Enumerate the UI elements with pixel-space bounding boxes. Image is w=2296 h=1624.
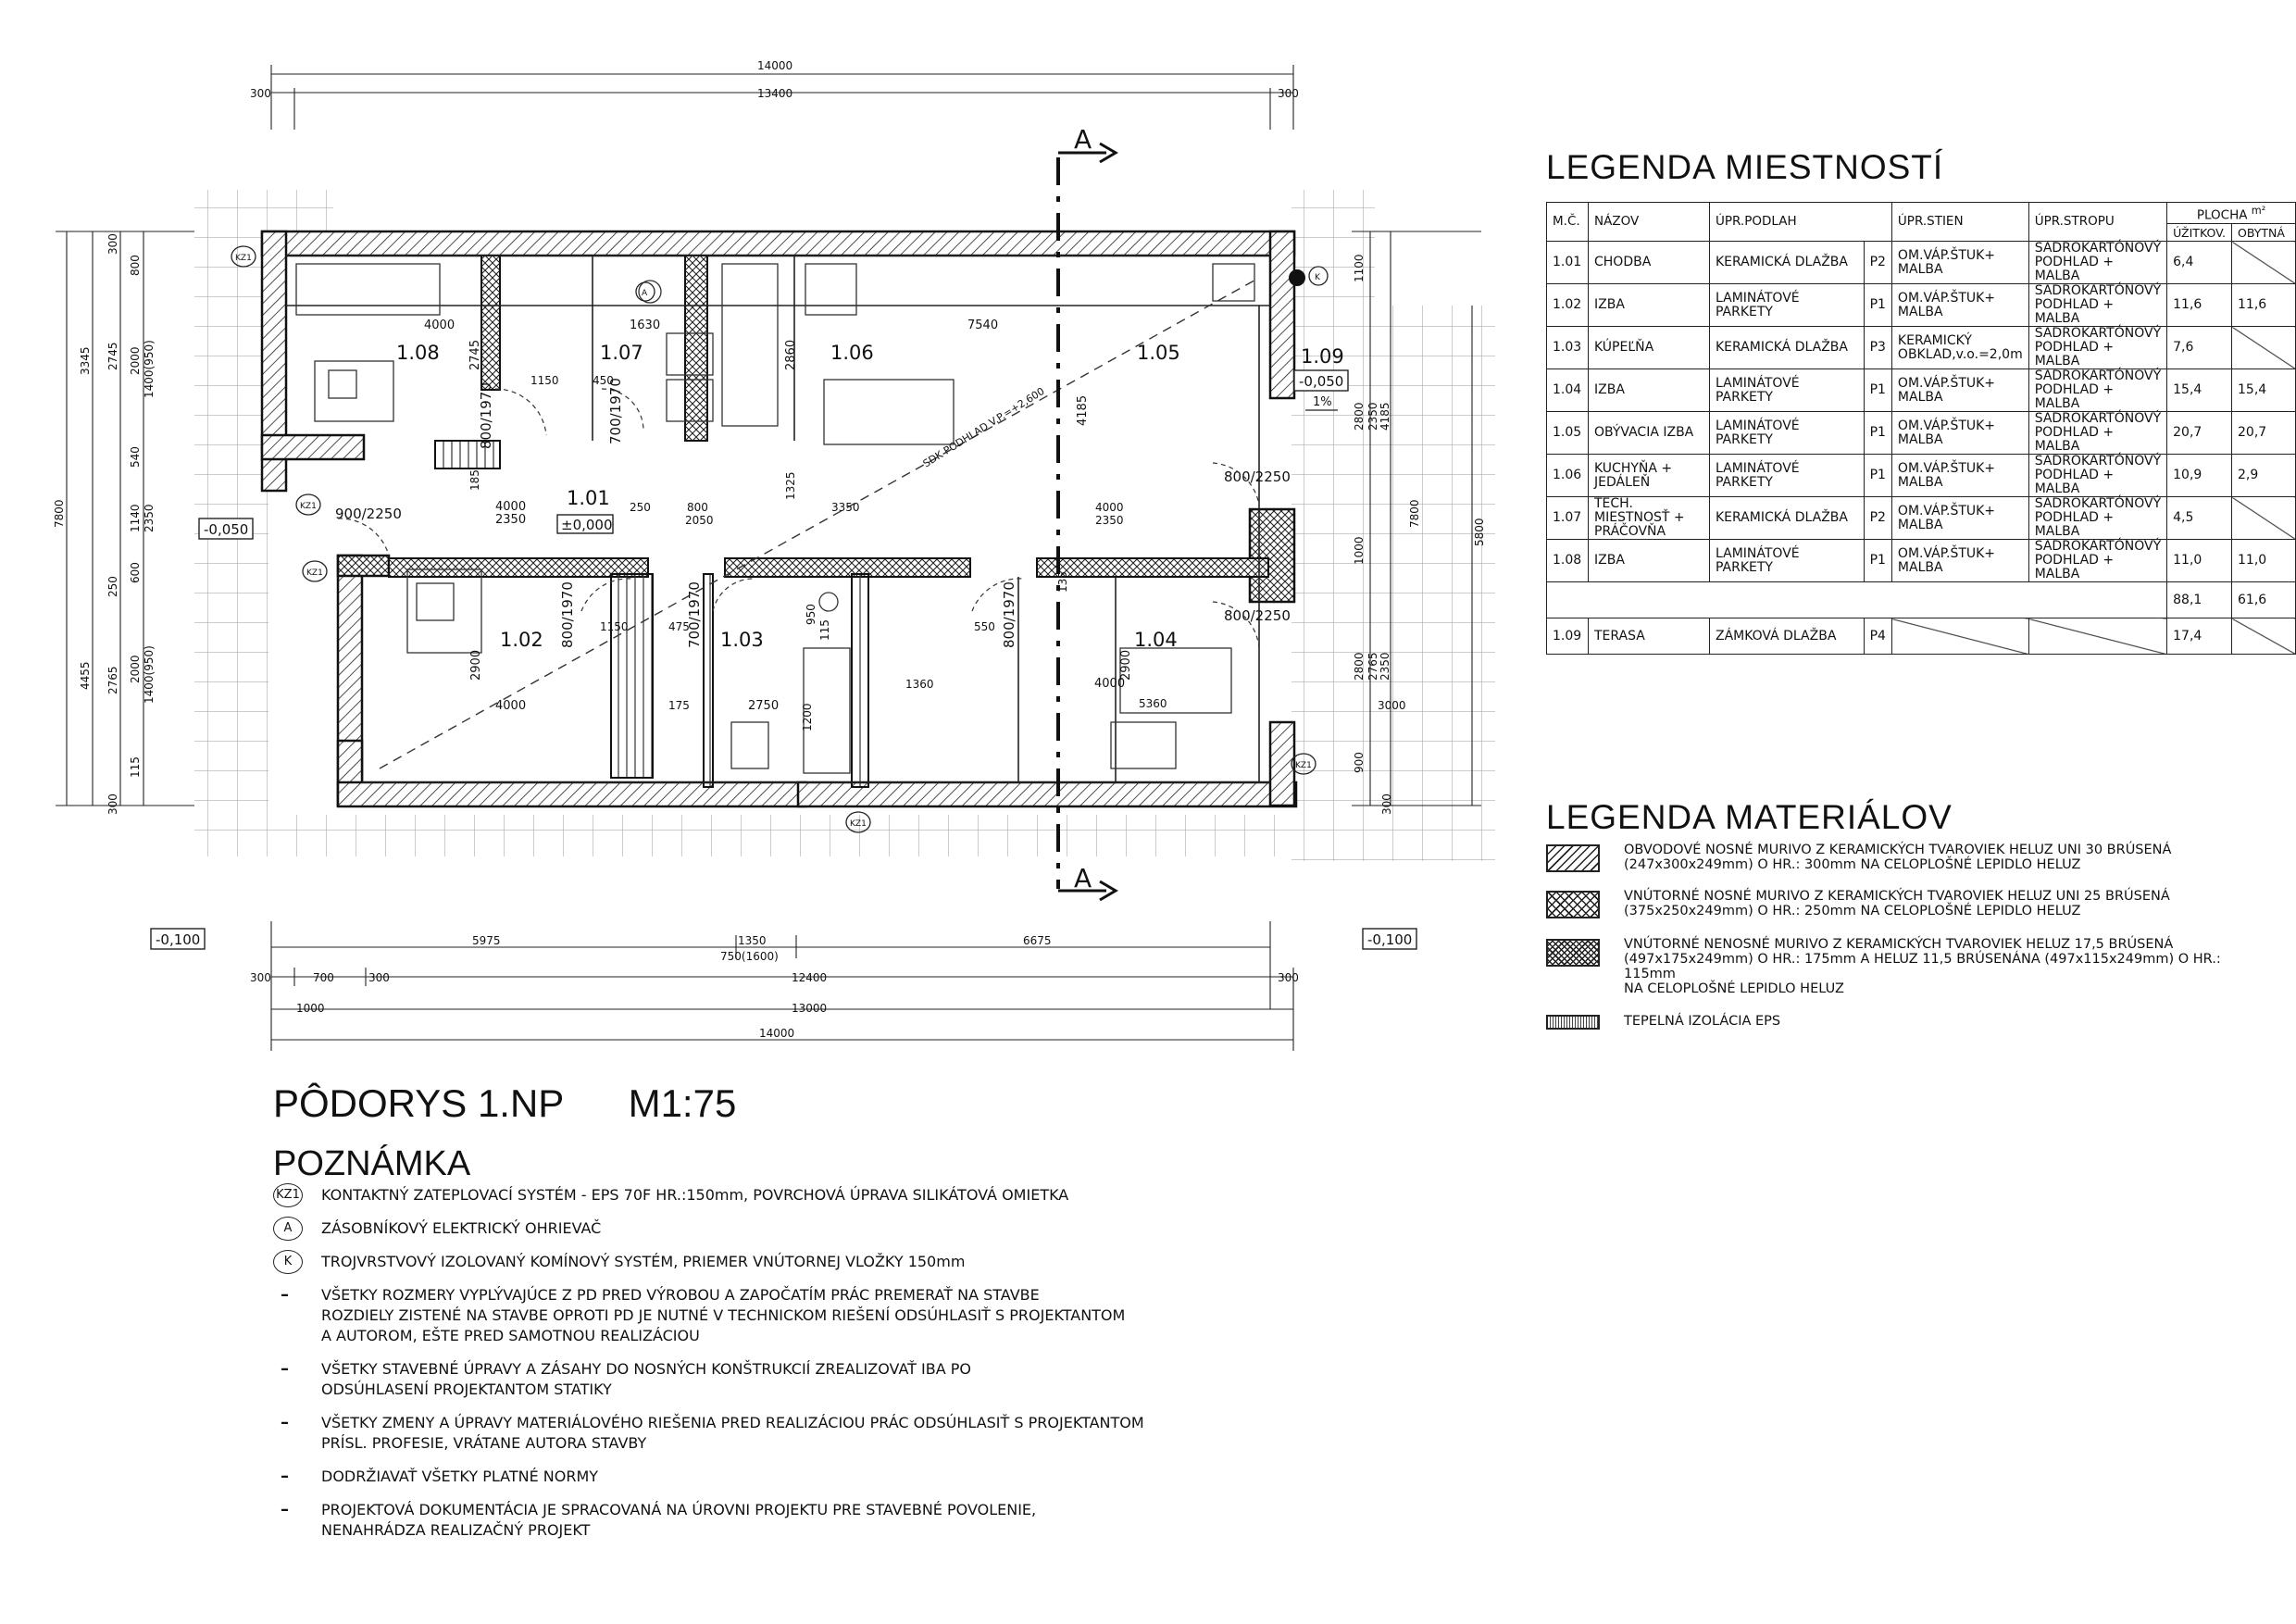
dim-1-02-h: 2900: [469, 649, 483, 681]
cell: P1: [1864, 455, 1891, 497]
inner-dim: 250: [630, 501, 651, 514]
dim-left: 2765: [106, 666, 119, 694]
cell: LAMINÁTOVÉ PARKETY: [1710, 284, 1865, 327]
cell: 15,4: [2167, 369, 2232, 412]
note-line: VŠETKY STAVEBNÉ ÚPRAVY A ZÁSAHY DO NOSNÝCH KONŠTRUKCIÍ ZREALIZOVAŤ IBA PO: [321, 1360, 971, 1378]
cell: 11,0: [2167, 540, 2232, 582]
material-text: [1624, 937, 2272, 996]
note-item: [273, 1413, 1199, 1454]
dim-bottom: 5975: [472, 934, 501, 947]
bullet-dash: –: [281, 1413, 289, 1432]
material-line: NA CELOPLOŠNÉ LEPIDLO HELUZ: [1624, 981, 1844, 996]
inner-dim: 950: [805, 604, 817, 625]
dim-1-07-w: 1630: [630, 319, 661, 332]
cell: SADROKARTÓNOVÝ PODHLAD + MALBA: [2028, 284, 2166, 327]
cell: ZÁMKOVÁ DLAŽBA: [1710, 618, 1865, 655]
material-line: OBVODOVÉ NOSNÉ MURIVO Z KERAMICKÝCH TVAROVIEK HELUZ UNI 30 BRÚSENÁ: [1624, 843, 2172, 857]
unit-label: m²: [2251, 204, 2266, 217]
cell: 17,4: [2167, 618, 2232, 655]
note-title: POZNÁMKA: [273, 1144, 471, 1183]
kz1-mark: KZ1: [306, 568, 323, 578]
cell: LAMINÁTOVÉ PARKETY: [1710, 540, 1865, 582]
cell: 1.09: [1547, 618, 1589, 655]
cell: KUCHYŇA + JEDÁLEŇ: [1589, 455, 1710, 497]
dim-left: 250: [106, 576, 119, 597]
table-row: [1547, 497, 2296, 540]
cell: LAMINÁTOVÉ PARKETY: [1710, 455, 1865, 497]
material-line: (497x175x249mm) O HR.: 175mm A HELUZ 11,5 BRÚSENÁNA (497x115x249mm) O HR.: 115mm: [1624, 952, 2221, 981]
cell: LAMINÁTOVÉ PARKETY: [1710, 369, 1865, 412]
note-line: VŠETKY ROZMERY VYPLÝVAJÚCE Z PD PRED VÝROBOU A ZAPOČATÍM PRÁC PREMERAŤ NA STAVBE: [321, 1286, 1040, 1304]
dim-top: 13400: [757, 87, 793, 100]
dimension-texts-left: [53, 233, 156, 815]
material-legend: [1546, 843, 2268, 1054]
note-line: ZÁSOBNÍKOVÝ ELEKTRICKÝ OHRIEVAČ: [321, 1219, 602, 1237]
inner-dim: 1150: [530, 374, 559, 387]
cell: SADROKARTÓNOVÝ PODHLAD + MALBA: [2028, 327, 2166, 369]
cell: P1: [1864, 412, 1891, 455]
dim-1-06-h: 2860: [784, 339, 798, 370]
material-text: [1624, 843, 2272, 872]
inner-dim: 4000: [1095, 501, 1124, 514]
dim-left: 2000: [129, 346, 142, 375]
k-mark: K: [1315, 273, 1320, 282]
kz1-mark: KZ1: [235, 254, 252, 263]
cell: SADROKARTÓNOVÝ PODHLAD + MALBA: [2028, 540, 2166, 582]
header-cell: M.Č.: [1547, 203, 1589, 242]
header-cell: NÁZOV: [1589, 203, 1710, 242]
cell: SADROKARTÓNOVÝ PODHLAD + MALBA: [2028, 412, 2166, 455]
kz1-mark: KZ1: [300, 502, 317, 511]
material-line: (247x300x249mm) O HR.: 300mm NA CELOPLOŠNÉ LEPIDLO HELUZ: [1624, 857, 2081, 872]
cell: IZBA: [1589, 284, 1710, 327]
dim-left: 300: [106, 233, 119, 255]
cell: P4: [1864, 618, 1891, 655]
cell: CHODBA: [1589, 242, 1710, 284]
cell: IZBA: [1589, 369, 1710, 412]
area-label: PLOCHA: [2196, 207, 2248, 223]
material-text: [1624, 1014, 2272, 1029]
cell: OM.VÁP.ŠTUK+ MALBA: [1891, 540, 2028, 582]
cell: 20,7: [2167, 412, 2232, 455]
cell: 2,9: [2232, 455, 2296, 497]
dim-bottom: 13000: [792, 1002, 828, 1015]
dim-bottom: 14000: [759, 1027, 795, 1040]
dim-bottom: 700: [313, 971, 334, 984]
note-mark: A: [273, 1217, 303, 1241]
cell: [2232, 242, 2296, 284]
material-swatch: [1546, 844, 1600, 872]
table-row: [1547, 369, 2296, 412]
cell: 1.03: [1547, 327, 1589, 369]
dim-bottom: 1000: [296, 1002, 325, 1015]
total-useful: 88,1: [2167, 582, 2232, 618]
cell: 1.08: [1547, 540, 1589, 582]
dim-left: 600: [129, 562, 142, 583]
material-text: [1624, 889, 2272, 918]
material-legend-title: LEGENDA MATERIÁLOV: [1546, 798, 1953, 836]
section-label-bottom: A: [1074, 863, 1092, 893]
dim-1-04-w: 4000: [1094, 677, 1126, 691]
cell: OBÝVACIA IZBA: [1589, 412, 1710, 455]
note-item: [273, 1185, 1199, 1206]
dimension-texts-bottom: [250, 934, 1299, 1040]
dim-right: 300: [1380, 793, 1393, 815]
cell: 1.01: [1547, 242, 1589, 284]
terrace-paving-topright: [1292, 190, 1375, 310]
terrace-row: [1547, 618, 2296, 655]
dim-bottom: 1350: [738, 934, 767, 947]
cell: [1547, 582, 2167, 618]
cell: 1.02: [1547, 284, 1589, 327]
material-item: [1546, 843, 2268, 891]
cell: SADROKARTÓNOVÝ PODHLAD + MALBA: [2028, 242, 2166, 284]
cell: 7,6: [2167, 327, 2232, 369]
cell: KÚPEĽŇA: [1589, 327, 1710, 369]
dim-left: 4455: [79, 661, 92, 690]
material-line: TEPELNÁ IZOLÁCIA EPS: [1624, 1014, 1781, 1029]
dim-right: 1000: [1353, 536, 1366, 565]
dim-1-04-h: 2900: [1119, 649, 1133, 681]
level-terrace: -0,050: [1299, 373, 1344, 390]
material-item: [1546, 889, 2268, 937]
inner-dim: 2050: [685, 514, 714, 527]
inner-dim: 1150: [600, 620, 629, 633]
dimension-texts-top: [250, 59, 1299, 100]
dim-bottom: 750(1600): [720, 950, 779, 963]
cell: SADROKARTÓNOVÝ PODHLAD + MALBA: [2028, 369, 2166, 412]
bullet-dash: –: [281, 1359, 289, 1379]
room-legend-table: [1546, 202, 2296, 655]
door-label: 800/1970: [1001, 581, 1017, 648]
dim-right: 1100: [1353, 254, 1366, 282]
header-cell: ÚPR.STIEN: [1891, 203, 2028, 242]
material-item: [1546, 1006, 2268, 1054]
note-line: NENAHRÁDZA REALIZAČNÝ PROJEKT: [321, 1521, 591, 1539]
dim-left: 1140: [129, 504, 142, 532]
cell: 11,6: [2232, 284, 2296, 327]
cell: OM.VÁP.ŠTUK+ MALBA: [1891, 369, 2028, 412]
inner-dim: 1325: [784, 471, 797, 500]
chimney-icon: [1289, 269, 1305, 286]
table-row: [1547, 327, 2296, 369]
level-hall: ±0,000: [561, 517, 613, 533]
dim-right: 2800: [1353, 652, 1366, 681]
room-label-1-03: 1.03: [720, 629, 764, 651]
cell: [2232, 497, 2296, 540]
cell: P1: [1864, 369, 1891, 412]
note-item: [273, 1218, 1199, 1239]
table-row: [1547, 540, 2296, 582]
cell: SADROKARTÓNOVÝ PODHLAD + MALBA: [2028, 497, 2166, 540]
room-label-1-08: 1.08: [396, 342, 440, 364]
cell: [2232, 327, 2296, 369]
note-mark: KZ1: [273, 1183, 303, 1207]
room-label-1-04: 1.04: [1134, 629, 1178, 651]
dim-right: 2350: [1379, 652, 1391, 681]
bullet-dash: –: [281, 1467, 289, 1486]
dim-1-01-h: 2350: [495, 513, 527, 527]
cell: 15,4: [2232, 369, 2296, 412]
inner-dim: 1200: [801, 703, 814, 731]
dim-bottom: 300: [1278, 971, 1299, 984]
cell: KERAMICKÁ DLAŽBA: [1710, 497, 1865, 540]
door-label: 800/1970: [559, 581, 576, 648]
note-line: TROJVRSTVOVÝ IZOLOVANÝ KOMÍNOVÝ SYSTÉM, PRIEMER VNÚTORNEJ VLOŽKY 150mm: [321, 1253, 966, 1270]
material-line: (375x250x249mm) O HR.: 250mm NA CELOPLOŠNÉ LEPIDLO HELUZ: [1624, 904, 2081, 918]
room-legend-title: LEGENDA MIESTNOSTÍ: [1546, 148, 1944, 186]
header-cell: [2167, 203, 2296, 224]
cell: IZBA: [1589, 540, 1710, 582]
inner-dimension-texts: [468, 374, 1167, 731]
dim-1-01-w: 4000: [495, 500, 527, 514]
cell: OM.VÁP.ŠTUK+ MALBA: [1891, 455, 2028, 497]
cell: 4,5: [2167, 497, 2232, 540]
dim-right: 4185: [1379, 402, 1391, 431]
cell: 1.06: [1547, 455, 1589, 497]
door-label: 900/2250: [335, 506, 402, 522]
note-line: ODSÚHLASENÍ PROJEKTANTOM STATIKY: [321, 1380, 612, 1398]
dim-right: 2350: [1366, 402, 1379, 431]
note-item: [273, 1359, 1199, 1400]
dim-left: 3345: [79, 346, 92, 375]
inner-dim: 115: [818, 619, 831, 641]
dim-left: 1400(950): [143, 645, 156, 704]
cell: 1.05: [1547, 412, 1589, 455]
material-swatch: [1546, 939, 1600, 967]
soffit-note: SDK PODHLAD V.P.=+2,600: [920, 384, 1047, 470]
cell: 11,0: [2232, 540, 2296, 582]
inner-dim: 135: [1056, 571, 1069, 593]
cell: KERAMICKÁ DLAŽBA: [1710, 242, 1865, 284]
room-label-1-02: 1.02: [500, 629, 543, 651]
inner-dim: 2350: [1095, 514, 1124, 527]
dim-left: 800: [129, 255, 142, 276]
table-row: [1547, 284, 2296, 327]
material-line: VNÚTORNÉ NENOSNÉ MURIVO Z KERAMICKÝCH TVAROVIEK HELUZ 17,5 BRÚSENÁ: [1624, 937, 2174, 952]
dim-bottom: 6675: [1023, 934, 1052, 947]
bullet-dash: –: [281, 1285, 289, 1305]
dim-top: 300: [1278, 87, 1299, 100]
inner-dim: 800: [687, 501, 708, 514]
door-label: 800/2250: [1224, 468, 1291, 485]
table-row: [1547, 242, 2296, 284]
cell: OM.VÁP.ŠTUK+ MALBA: [1891, 497, 2028, 540]
total-living: 61,6: [2232, 582, 2296, 618]
cell: 1.07: [1547, 497, 1589, 540]
subheader-cell: OBYTNÁ: [2232, 224, 2296, 242]
cell: TERASA: [1589, 618, 1710, 655]
mark-bubbles: [231, 246, 1328, 832]
slope-label: 1%: [1313, 395, 1332, 409]
dim-1-02-w: 4000: [495, 699, 527, 713]
level-left: -0,050: [204, 521, 249, 538]
cell: [1891, 618, 2028, 655]
dim-right: 900: [1353, 752, 1366, 773]
exterior-walls: [262, 231, 1296, 806]
plan-title: PÔDORYS 1.NP M1:75: [273, 1081, 737, 1125]
inner-dim: 5360: [1139, 697, 1167, 710]
dim-left: 2350: [143, 504, 156, 532]
cell: LAMINÁTOVÉ PARKETY: [1710, 412, 1865, 455]
material-swatch: [1546, 1015, 1600, 1030]
section-label-top: A: [1074, 124, 1092, 155]
note-item: [273, 1285, 1199, 1346]
dim-top: 14000: [757, 59, 793, 72]
bullet-dash: –: [281, 1500, 289, 1519]
cell: [2028, 618, 2166, 655]
dim-bottom: 300: [368, 971, 390, 984]
note-line: DODRŽIAVAŤ VŠETKY PLATNÉ NORMY: [321, 1468, 599, 1485]
dim-left: 1400(950): [143, 340, 156, 398]
dim-left: 2745: [106, 342, 119, 370]
room-label-1-01: 1.01: [567, 487, 610, 509]
cell: 1.04: [1547, 369, 1589, 412]
cell: KERAMICKÁ DLAŽBA: [1710, 327, 1865, 369]
dim-1-03-w: 2750: [748, 699, 780, 713]
material-line: VNÚTORNÉ NOSNÉ MURIVO Z KERAMICKÝCH TVAROVIEK HELUZ UNI 25 BRÚSENÁ: [1624, 889, 2170, 904]
dimension-lines-left: [56, 231, 194, 806]
material-item: [1546, 937, 2268, 996]
dim-right: 2800: [1353, 402, 1366, 431]
note-item: [273, 1500, 1199, 1541]
room-label-1-05: 1.05: [1137, 342, 1180, 364]
cell: [2232, 618, 2296, 655]
dim-left: 115: [129, 756, 142, 778]
terrace-paving-bottom: [268, 815, 1296, 856]
inner-dim: 3350: [831, 501, 860, 514]
cell: P2: [1864, 242, 1891, 284]
dim-left: 2000: [129, 655, 142, 683]
room-labels: [396, 339, 1344, 651]
totals-row: [1547, 582, 2296, 618]
level-bottom-left: -0,100: [156, 931, 201, 948]
dim-bottom: 300: [250, 971, 271, 984]
dim-1-08-h: 2745: [468, 339, 482, 370]
cell: TECH. MIESTNOSŤ + PRÁČOVŇA: [1589, 497, 1710, 540]
level-bottom-right: -0,100: [1367, 931, 1413, 948]
cell: P1: [1864, 540, 1891, 582]
dim-left: 540: [129, 446, 142, 468]
dim-right: 3000: [1378, 699, 1406, 712]
cell: KERAMICKÝ OBKLAD,v.o.=2,0m: [1891, 327, 2028, 369]
dim-right: 5800: [1473, 518, 1486, 546]
door-label: 800/1970: [478, 382, 494, 449]
dim-top: 300: [250, 87, 271, 100]
header-cell: ÚPR.PODLAH: [1710, 203, 1892, 242]
note-line: KONTAKTNÝ ZATEPLOVACÍ SYSTÉM - EPS 70F HR.:150mm, POVRCHOVÁ ÚPRAVA SILIKÁTOVÁ OMIETKA: [321, 1186, 1069, 1204]
cell: OM.VÁP.ŠTUK+ MALBA: [1891, 412, 2028, 455]
inner-dim: 185: [468, 469, 481, 491]
note-line: PRÍSL. PROFESIE, VRÁTANE AUTORA STAVBY: [321, 1434, 647, 1452]
note-mark: K: [273, 1250, 303, 1274]
subheader-cell: ÚŽITKOV.: [2167, 224, 2232, 242]
a-mark: A: [642, 289, 648, 298]
kz1-mark: KZ1: [850, 819, 867, 829]
room-label-1-09: 1.09: [1301, 345, 1344, 368]
door-label: 800/2250: [1224, 607, 1291, 624]
inner-dim: 475: [668, 620, 690, 633]
dim-left: 7800: [53, 499, 66, 528]
cell: 6,4: [2167, 242, 2232, 284]
dim-1-08-w: 4000: [424, 319, 455, 332]
notes-list: [273, 1185, 1199, 1554]
inner-dim: 1360: [905, 678, 934, 691]
cell: SADROKARTÓNOVÝ PODHLAD + MALBA: [2028, 455, 2166, 497]
table-row: [1547, 412, 2296, 455]
header-cell: ÚPR.STROPU: [2028, 203, 2166, 242]
inner-dim: 450: [593, 374, 614, 387]
note-line: PROJEKTOVÁ DOKUMENTÁCIA JE SPRACOVANÁ NA ÚROVNI PROJEKTU PRE STAVEBNÉ POVOLENIE,: [321, 1501, 1037, 1518]
dim-bottom: 12400: [792, 971, 828, 984]
dim-1-05-w: 7540: [967, 319, 999, 332]
cell: 20,7: [2232, 412, 2296, 455]
kz1-mark: KZ1: [1295, 761, 1312, 770]
cell: P3: [1864, 327, 1891, 369]
door-label: 700/1970: [686, 581, 703, 648]
note-line: A AUTOROM, EŠTE PRED SAMOTNOU REALIZÁCIOU: [321, 1327, 700, 1344]
cell: P1: [1864, 284, 1891, 327]
cell: OM.VÁP.ŠTUK+ MALBA: [1891, 242, 2028, 284]
inner-dim: 550: [974, 620, 995, 633]
note-item: [273, 1467, 1199, 1487]
inner-dim: 175: [668, 699, 690, 712]
cell: 11,6: [2167, 284, 2232, 327]
note-line: VŠETKY ZMENY A ÚPRAVY MATERIÁLOVÉHO RIEŠENIA PRED REALIZÁCIOU PRÁC ODSÚHLASIŤ S PROJEKTANTOM: [321, 1414, 1144, 1431]
cell: OM.VÁP.ŠTUK+ MALBA: [1891, 284, 2028, 327]
room-label-1-06: 1.06: [830, 342, 874, 364]
room-label-1-07: 1.07: [600, 342, 643, 364]
dim-right: 2765: [1366, 652, 1379, 681]
material-swatch: [1546, 891, 1600, 918]
table-row: [1547, 455, 2296, 497]
note-line: ROZDIELY ZISTENÉ NA STAVBE OPROTI PD JE NUTNÉ V TECHNICKOM RIEŠENÍ ODSÚHLASIŤ S PROJEKTANTOM: [321, 1306, 1126, 1324]
terrace-paving-top: [194, 190, 333, 236]
dim-left: 300: [106, 793, 119, 815]
cell: 10,9: [2167, 455, 2232, 497]
dim-right: 7800: [1408, 499, 1421, 528]
note-item: [273, 1252, 1199, 1272]
cell: P2: [1864, 497, 1891, 540]
dim-1-05-h: 4185: [1076, 394, 1090, 426]
door-label: 700/1970: [607, 378, 624, 444]
